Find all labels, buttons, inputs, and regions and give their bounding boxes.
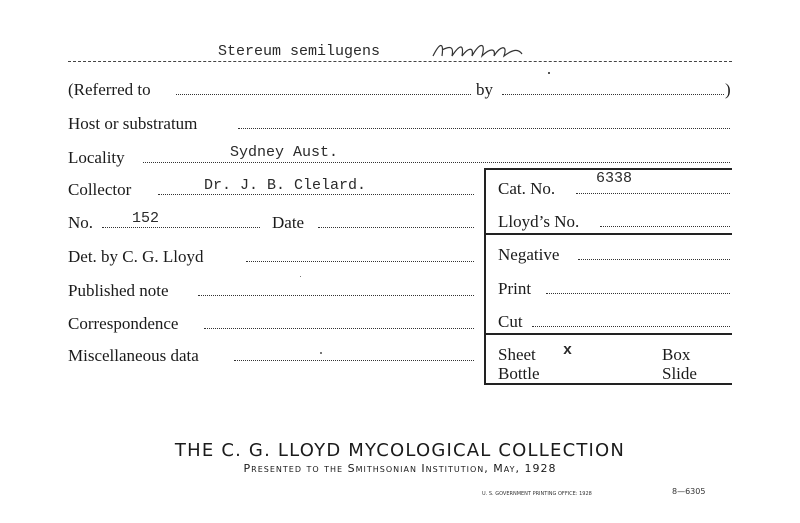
top-rule — [68, 60, 732, 62]
box-rule-lloyds — [484, 233, 732, 235]
locality-value: Sydney Aust. — [230, 144, 339, 161]
paper-speck — [300, 276, 301, 277]
referred-to-line — [176, 94, 471, 95]
paper-speck — [320, 352, 322, 354]
paper-speck — [548, 72, 550, 74]
negative-label: Negative — [498, 245, 560, 264]
collector-line — [158, 194, 474, 195]
published-note-line — [198, 295, 474, 296]
referred-close-paren: ) — [725, 80, 731, 99]
by-line — [502, 94, 724, 95]
date-label: Date — [272, 213, 305, 232]
no-line — [102, 227, 260, 228]
det-by-label: Det. by C. G. Lloyd — [68, 247, 204, 266]
collector-value: Dr. J. B. Clelard. — [204, 177, 367, 194]
lloyds-no-line — [600, 226, 730, 227]
referred-to-label: (Referred to — [68, 80, 151, 99]
handwritten-author-signature — [430, 38, 530, 62]
box-label: Box — [662, 345, 691, 364]
host-label: Host or substratum — [68, 114, 198, 133]
bottle-label: Bottle — [498, 364, 540, 383]
sheet-label: Sheet — [498, 345, 536, 364]
no-value: 152 — [132, 210, 160, 227]
collection-subtitle: Presented to the Smithsonian Institution, May, 1928 — [243, 462, 557, 475]
printing-office-note: U. S. GOVERNMENT PRINTING OFFICE: 1928 — [482, 491, 592, 497]
correspondence-label: Correspondence — [68, 314, 179, 333]
negative-line — [578, 259, 730, 260]
collector-label: Collector — [68, 180, 132, 199]
host-line — [238, 128, 730, 129]
slide-label: Slide — [662, 364, 697, 383]
date-line — [318, 227, 474, 228]
cut-label: Cut — [498, 312, 523, 331]
form-code: 8—6305 — [672, 487, 706, 496]
misc-data-line — [234, 360, 474, 361]
lloyds-no-label: Lloyd’s No. — [498, 212, 580, 231]
print-line — [546, 293, 730, 294]
collection-title: THE C. G. LLOYD MYCOLOGICAL COLLECTION — [174, 440, 626, 461]
no-label: No. — [68, 213, 94, 232]
cat-no-line — [576, 193, 730, 194]
sheet-mark: x — [563, 342, 573, 359]
cat-no-value: 6338 — [596, 170, 633, 187]
print-label: Print — [498, 279, 532, 298]
misc-data-label: Miscellaneous data — [68, 346, 199, 365]
box-bottom-border — [484, 383, 732, 385]
locality-label: Locality — [68, 148, 125, 167]
locality-line — [143, 162, 730, 163]
det-by-line — [246, 261, 474, 262]
by-label: by — [476, 80, 493, 99]
box-left-border — [484, 168, 486, 385]
specimen-name: Stereum semilugens — [218, 43, 381, 60]
published-note-label: Published note — [68, 281, 169, 300]
cat-no-label: Cat. No. — [498, 179, 556, 198]
cut-line — [532, 326, 730, 327]
correspondence-line — [204, 328, 474, 329]
box-rule-cut — [484, 333, 732, 335]
